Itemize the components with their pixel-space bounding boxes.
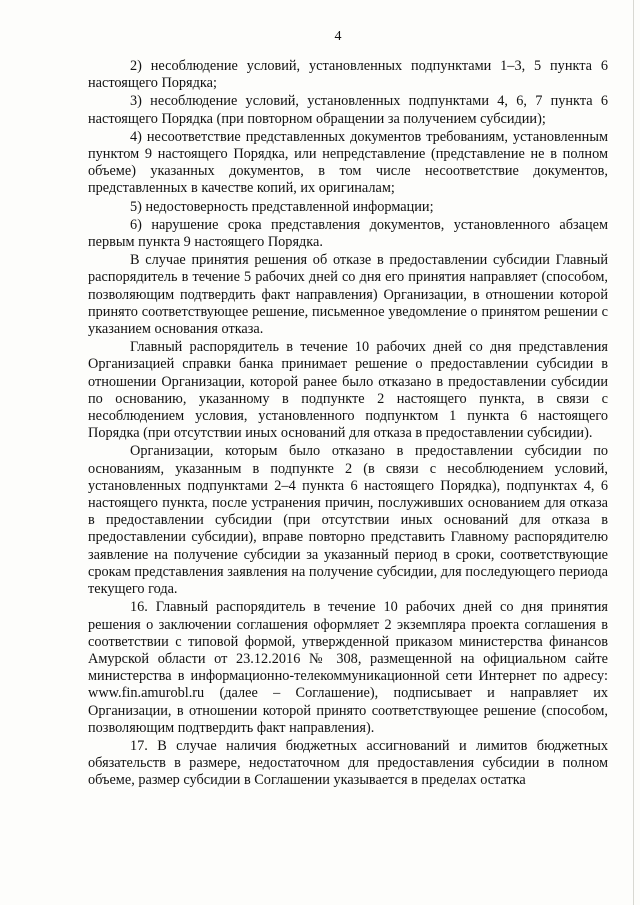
paragraph-subitem-5: 5) недостоверность представленной информации; bbox=[130, 198, 434, 215]
paragraph-subitem-6: 6) нарушение срока представления документов, установленного абзацем первым пункта 9 настоящего Порядка. bbox=[88, 216, 608, 251]
paragraph-subitem-3: 3) несоблюдение условий, установленных подпунктами 4, 6, 7 пункта 6 настоящего Порядка (при повторном обращении за получением субсидии); bbox=[88, 93, 608, 127]
paragraph-item-17: 17. В случае наличия бюджетных ассигнований и лимитов бюджетных обязательств в размере, недостаточном для предоставления субсидии в полном объеме, размер субсидии в Соглашении указывается в пределах остатка bbox=[88, 737, 608, 789]
paragraph-item-16: 16. Главный распорядитель в течение 10 рабочих дней со дня принятия решения о заключении соглашения оформляет 2 экземпляра проекта соглашения в соответствии с типовой формой, утвержденной приказом министерства финансов Амурской области от 23.12.2016 № 308, размещенной на официальном сайте министерства в информационно-телекоммуникационной сети Интернет по адресу: www.fin.amurobl.ru (далее – Соглашение), подписывает и направляет их Организации, в отношении которой принято соответствующее решение (способом, позволяющим подтвердить факт направления). bbox=[88, 599, 608, 736]
paragraph-refusal-notice: В случае принятия решения об отказе в предоставлении субсидии Главный распорядитель в течение 5 рабочих дней со дня его принятия направляет (способом, позволяющим подтвердить факт направления) Организации, в отношении которой принято соответствующее решение, письменное уведомление о принятом решении с указанием основания отказа. bbox=[88, 252, 608, 338]
paragraph-bank-certificate: Главный распорядитель в течение 10 рабочих дней со дня представления Организацией справки банка принимает решение о предоставлении субсидии в отношении Организации, которой ранее было отказано в предоставлении субсидии по основанию, указанному в подпункте 2 настоящего пункта, в связи с несоблюдением условия, установленного подпунктом 1 пункта 6 настоящего Порядка (при отсутствии иных оснований для отказа в предоставлении субсидии). bbox=[88, 339, 608, 442]
paragraph-subitem-2: 2) несоблюдение условий, установленных подпунктами 1–3, 5 пункта 6 настоящего Порядка; bbox=[88, 58, 608, 92]
paragraph-reapplication: Организации, которым было отказано в предоставлении субсидии по основаниям, указанным в подпункте 2 (в связи с несоблюдением условий, установленных подпунктами 2–4 пункта 6 настоящего Порядка), подпунктах 4, 6 настоящего пункта, после устранения причин, послуживших основанием для отказа в предоставлении субсидии (при отсутствии иных оснований для отказа в предоставлении субсидии), вправе повторно представить Главному распорядителю заявление на получение субсидии за указанный период в сроки, соответствующие срокам представления заявления на получение субсидии, для последующего периода текущего года. bbox=[88, 443, 608, 598]
scan-edge-line bbox=[633, 0, 634, 905]
page-number: 4 bbox=[334, 29, 342, 44]
document-body bbox=[88, 58, 608, 790]
paragraph-subitem-4: 4) несоответствие представленных документов требованиям, установленным пунктом 9 настоящего Порядка, или непредставление (представление не в полном объеме) указанных документов, в том числе несоответствие документов, представленных в качестве копий, их оригиналам; bbox=[88, 128, 608, 197]
